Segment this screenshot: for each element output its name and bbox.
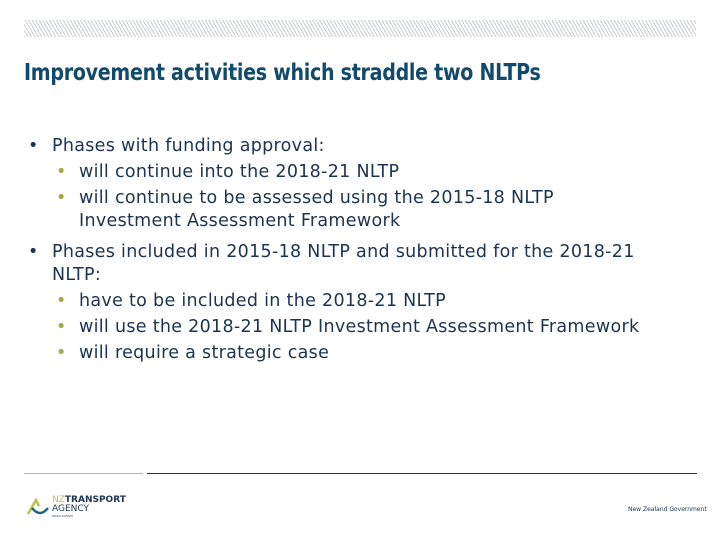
sub-bullet-item: • will use the 2018-21 NLTP Investment Assessment Framework (56, 317, 640, 337)
sub-bullet-item: • will require a strategic case (56, 343, 330, 363)
bullet-item: • Phases with funding approval: • will continue into the 2018-21 NLTP • will continue to be assessed using the 2015-18 NLTP Investment Assessment Framework (24, 135, 704, 233)
nz-transport-agency-logo: NZTRANSPORT AGENCY WAKA KOTAHI (26, 496, 126, 518)
slide-title: Improvement activities which straddle two NLTPs (24, 60, 541, 86)
footer-accent-line (24, 473, 143, 474)
bullet-list (24, 135, 704, 373)
sub-bullet-item: • have to be included in the 2018-21 NLTP (56, 291, 446, 311)
header-hatch-band (24, 20, 696, 37)
bullet-icon: • (56, 343, 67, 363)
sub-bullet-item: • will continue to be assessed using the 2015-18 NLTP Investment Assessment Framework (56, 188, 554, 231)
bullet-icon: • (56, 291, 67, 311)
footer-divider (147, 473, 697, 474)
bullet-icon: • (28, 136, 39, 156)
bullet-icon: • (56, 162, 67, 182)
logo-mark-icon (26, 496, 50, 518)
nz-government-logo: New Zealand Government (628, 506, 707, 513)
sub-bullet-item: • will continue into the 2018-21 NLTP (56, 162, 400, 182)
bullet-item: • Phases included in 2015-18 NLTP and submitted for the 2018-21 NLTP: • have to be included in the 2018-21 NLTP • will use the 2018-21 NLTP Investment Assessment Framework • will require a strategic case (24, 241, 704, 365)
bullet-icon: • (56, 317, 67, 337)
bullet-icon: • (28, 242, 39, 262)
bullet-icon: • (56, 188, 67, 208)
